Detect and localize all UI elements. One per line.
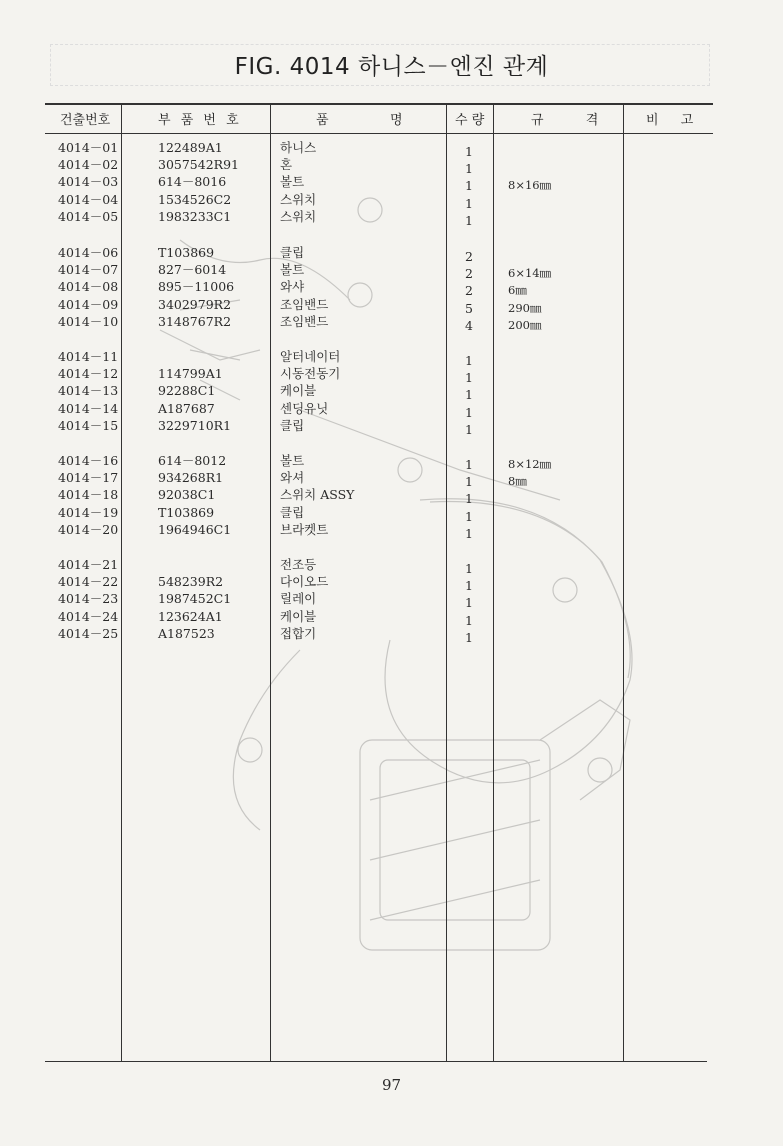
specification: 8㎜ (508, 474, 527, 489)
item-number: 4014－10 (58, 313, 119, 329)
part-name: 케이블 (280, 608, 317, 624)
quantity: 1 (465, 525, 473, 541)
item-number: 4014－01 (58, 140, 119, 155)
part-name: 다이오드 (280, 574, 329, 590)
item-number: 4014－03 (58, 174, 119, 190)
specification: 290㎜ (508, 300, 542, 315)
part-number: 614－8016 (158, 174, 227, 190)
part-name: 조임밴드 (280, 296, 329, 312)
header-qty: 수 량 (455, 113, 485, 128)
part-number: 123624A1 (158, 608, 223, 624)
table-bottom-rule (45, 1061, 707, 1062)
specification: 6×14㎜ (508, 266, 552, 281)
quantity: 1 (465, 457, 473, 472)
part-name: 볼트 (280, 453, 305, 468)
header-name-b: 명 (390, 113, 403, 128)
part-number: 934268R1 (158, 470, 224, 486)
header-part-no: 부 품 번 호 (158, 113, 239, 128)
column-divider-3 (446, 104, 447, 1061)
quantity: 2 (465, 266, 473, 282)
item-number: 4014－17 (58, 470, 119, 486)
specification: 6㎜ (508, 283, 527, 298)
part-name: 케이블 (280, 383, 317, 399)
quantity: 1 (465, 195, 473, 211)
item-number: 4014－06 (58, 245, 119, 260)
item-number: 4014－19 (58, 504, 119, 520)
part-number: A187687 (158, 400, 215, 416)
quantity: 2 (465, 283, 473, 299)
quantity: 1 (465, 612, 473, 628)
item-number: 4014－09 (58, 296, 119, 312)
part-name: 볼트 (280, 174, 305, 190)
quantity: 1 (465, 144, 473, 159)
quantity: 1 (465, 178, 473, 194)
part-name: 클립 (280, 245, 305, 260)
item-number: 4014－05 (58, 208, 119, 224)
column-divider-4 (493, 104, 494, 1061)
quantity: 4 (465, 317, 473, 333)
item-number: 4014－16 (58, 453, 119, 468)
quantity: 1 (465, 508, 473, 524)
part-name: 혼 (280, 157, 293, 173)
header-top-rule (45, 103, 713, 105)
quantity: 1 (465, 421, 473, 437)
item-number: 4014－13 (58, 383, 119, 399)
part-number: 614－8012 (158, 453, 227, 468)
part-name: 알터네이터 (280, 349, 341, 364)
page-number: 97 (381, 1076, 402, 1094)
item-number: 4014－15 (58, 417, 119, 433)
page-title: FIG. 4014 하니스－엔진 관계 (234, 54, 549, 80)
part-name: 릴레이 (280, 591, 317, 607)
part-name: 접합기 (280, 625, 317, 641)
part-name: 조임밴드 (280, 313, 329, 329)
quantity: 1 (465, 629, 473, 645)
header-remarks: 비 고 (646, 113, 694, 128)
part-name: 와샤 (280, 279, 305, 295)
quantity: 2 (465, 249, 473, 264)
part-number: 92288C1 (158, 383, 216, 399)
part-name: 와셔 (280, 470, 305, 486)
item-number: 4014－24 (58, 608, 119, 624)
part-name: 볼트 (280, 262, 305, 278)
specification: 8×12㎜ (508, 457, 552, 471)
part-number: 1964946C1 (158, 521, 232, 537)
item-number: 4014－21 (58, 557, 119, 572)
part-number: 3057542R91 (158, 157, 239, 173)
specification: 8×16㎜ (508, 178, 552, 193)
header-item-no: 건출번호 (60, 113, 111, 128)
part-number: 827－6014 (158, 262, 227, 278)
header-spec: 규 격 (531, 113, 599, 128)
item-number: 4014－14 (58, 400, 119, 416)
item-number: 4014－25 (58, 625, 119, 641)
part-number: A187523 (158, 625, 215, 641)
quantity: 1 (465, 561, 473, 576)
column-divider-5 (623, 104, 624, 1061)
part-number: 3229710R1 (158, 417, 232, 433)
part-name: 하니스 (280, 140, 317, 155)
item-number: 4014－12 (58, 366, 119, 382)
quantity: 1 (465, 353, 473, 368)
item-number: 4014－20 (58, 521, 119, 537)
quantity: 1 (465, 404, 473, 420)
item-number: 4014－04 (58, 191, 119, 207)
quantity: 1 (465, 387, 473, 403)
part-number: 3148767R2 (158, 313, 232, 329)
part-number: T103869 (158, 504, 215, 520)
quantity: 1 (465, 161, 473, 177)
part-name: 시동전동기 (280, 366, 341, 382)
part-name: 브라켓트 (280, 521, 329, 537)
part-number: 114799A1 (158, 366, 223, 382)
part-name: 클립 (280, 504, 305, 520)
header-name-a: 품 (316, 113, 329, 128)
item-number: 4014－22 (58, 574, 119, 590)
item-number: 4014－02 (58, 157, 119, 173)
quantity: 1 (465, 370, 473, 386)
quantity: 1 (465, 491, 473, 507)
column-divider-1 (121, 104, 122, 1061)
quantity: 1 (465, 595, 473, 611)
header-bottom-rule (45, 133, 713, 134)
part-name: 스위치 (280, 191, 317, 207)
item-number: 4014－18 (58, 487, 119, 503)
column-divider-2 (270, 104, 271, 1061)
part-number: 1534526C2 (158, 191, 232, 207)
part-name: 전조등 (280, 557, 317, 572)
part-name: 클립 (280, 417, 305, 433)
quantity: 1 (465, 212, 473, 228)
part-name: 스위치 ASSY (280, 487, 355, 503)
quantity: 1 (465, 474, 473, 490)
item-number: 4014－11 (58, 349, 119, 364)
item-number: 4014－08 (58, 279, 119, 295)
part-number: 92038C1 (158, 487, 216, 503)
part-number: 3402979R2 (158, 296, 232, 312)
part-number: T103869 (158, 245, 215, 260)
part-name: 스위치 (280, 208, 317, 224)
quantity: 1 (465, 578, 473, 594)
specification: 200㎜ (508, 317, 542, 332)
part-number: 1983233C1 (158, 208, 232, 224)
item-number: 4014－07 (58, 262, 119, 278)
part-number: 548239R2 (158, 574, 224, 590)
part-name: 센딩유닛 (280, 400, 329, 416)
part-number: 1987452C1 (158, 591, 232, 607)
item-number: 4014－23 (58, 591, 119, 607)
part-number: 895－11006 (158, 279, 235, 295)
part-number: 122489A1 (158, 140, 223, 155)
quantity: 5 (465, 300, 473, 316)
